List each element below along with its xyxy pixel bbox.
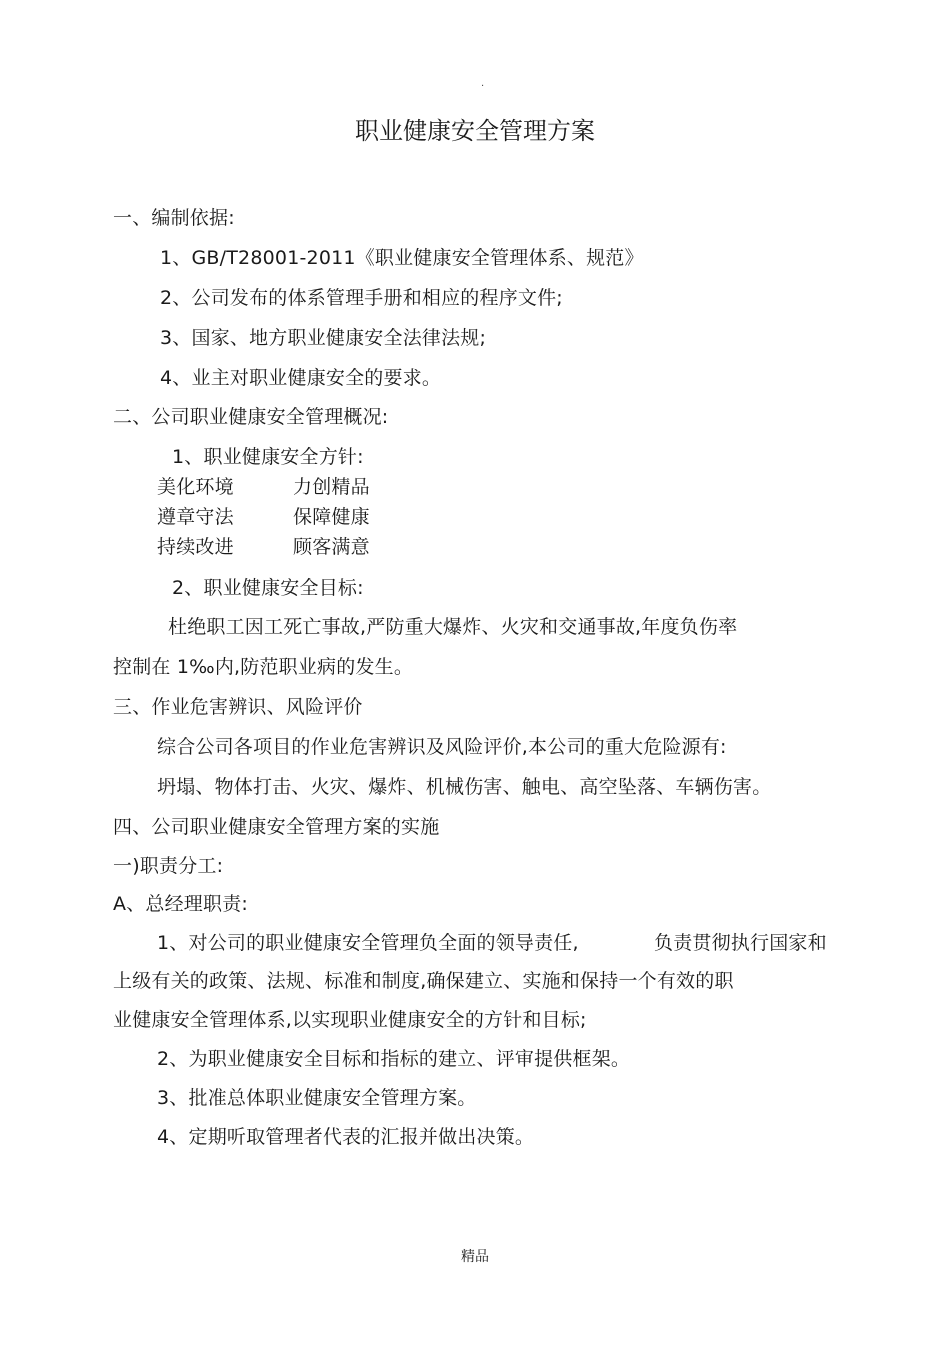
gm-duty-1-part-a: 1、对公司的职业健康安全管理负全面的领导责任,: [157, 932, 579, 954]
gm-duty-1-line-3: 业健康安全管理体系,以实现职业健康安全的方针和目标;: [113, 1009, 587, 1031]
section-4-heading: 四、公司职业健康安全管理方案的实施: [113, 816, 440, 838]
policy-item: 顾客满意: [293, 536, 370, 558]
gm-duty-2: 2、为职业健康安全目标和指标的建立、评审提供框架。: [157, 1048, 631, 1070]
basis-item-1: 1、GB/T28001-2011《职业健康安全管理体系、规范》: [160, 247, 644, 269]
section-3-heading: 三、作业危害辨识、风险评价: [113, 696, 363, 718]
policy-item: 美化环境: [157, 476, 234, 498]
basis-item-4: 4、业主对职业健康安全的要求。: [160, 367, 442, 389]
hazard-text-line-2: 坍塌、物体打击、火灾、爆炸、机械伤害、触电、高空坠落、车辆伤害。: [157, 776, 772, 798]
hazard-text-line-1: 综合公司各项目的作业危害辨识及风险评价,本公司的重大危险源有:: [157, 736, 727, 758]
page-footer: 精品: [461, 1249, 489, 1265]
target-heading: 2、职业健康安全目标:: [172, 577, 364, 599]
gm-duty-4: 4、定期听取管理者代表的汇报并做出决策。: [157, 1126, 535, 1148]
document-title: 职业健康安全管理方案: [355, 117, 595, 145]
header-mark: .: [481, 78, 485, 89]
subsection-heading: 一)职责分工:: [113, 855, 224, 877]
gm-duty-3: 3、批准总体职业健康安全管理方案。: [157, 1087, 477, 1109]
policy-heading: 1、职业健康安全方针:: [172, 446, 364, 468]
policy-item: 力创精品: [293, 476, 370, 498]
section-1-heading: 一、编制依据:: [113, 207, 235, 229]
target-text-line-1: 杜绝职工因工死亡事故,严防重大爆炸、火灾和交通事故,年度负伤率: [168, 616, 738, 638]
basis-item-2: 2、公司发布的体系管理手册和相应的程序文件;: [160, 287, 563, 309]
gm-duties-heading: A、总经理职责:: [113, 893, 248, 915]
gm-duty-1-part-b: 负责贯彻执行国家和: [654, 932, 827, 954]
basis-item-3: 3、国家、地方职业健康安全法律法规;: [160, 327, 487, 349]
target-text-line-2: 控制在 1‰内,防范职业病的发生。: [113, 656, 414, 678]
policy-item: 持续改进: [157, 536, 234, 558]
section-2-heading: 二、公司职业健康安全管理概况:: [113, 406, 389, 428]
policy-item: 保障健康: [293, 506, 370, 528]
policy-item: 遵章守法: [157, 506, 234, 528]
gm-duty-1-line-2: 上级有关的政策、法规、标准和制度,确保建立、实施和保持一个有效的职: [113, 970, 734, 992]
